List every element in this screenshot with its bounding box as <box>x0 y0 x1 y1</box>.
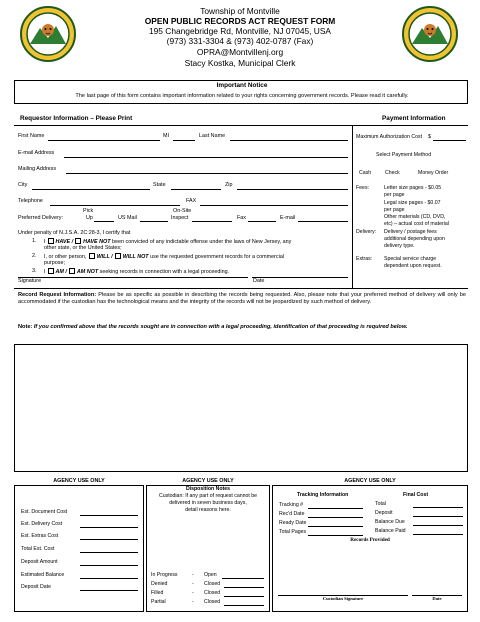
city-label: City <box>18 182 28 188</box>
telephone-label: Telephone <box>18 198 43 204</box>
ready-date: Ready Date <box>279 520 307 526</box>
phone-numbers: (973) 331-3304 & (973) 402-0787 (Fax) <box>166 36 314 46</box>
pickup-option[interactable]: Up <box>86 215 93 221</box>
final-total-field[interactable] <box>413 507 463 508</box>
last-name-label: Last Name <box>199 133 226 139</box>
est-document-cost: Est. Document Cost <box>21 509 68 515</box>
payment-section-title: Payment Information <box>382 115 446 122</box>
delivery-line-1: Delivery / postage fees <box>384 229 437 235</box>
section-divider <box>14 125 468 126</box>
total-pages-field[interactable] <box>308 535 363 536</box>
fee-line-3: Other materials (CD, DVD, <box>384 214 446 220</box>
ready-date-field[interactable] <box>308 526 363 527</box>
address: 195 Changebridge Rd, Montville, NJ 07045, USA <box>148 26 332 36</box>
disposition-text-1: Custodian: If any part of request cannot be <box>158 493 258 499</box>
state-field[interactable] <box>171 189 221 190</box>
will-checkbox[interactable] <box>89 253 95 259</box>
status-dash: - <box>192 572 194 578</box>
us-mail-option[interactable]: US Mail <box>118 215 137 221</box>
cash-option[interactable]: Cash <box>359 170 372 176</box>
email-option[interactable]: E-mail <box>280 215 296 221</box>
balance-paid: Balance Paid <box>375 528 406 534</box>
zip-field[interactable] <box>237 189 348 190</box>
fax-label: FAX <box>186 198 197 204</box>
mi-field[interactable] <box>173 140 195 141</box>
mailing-address-label: Mailing Address <box>18 166 57 172</box>
have-not-checkbox[interactable] <box>75 238 81 244</box>
fee-line-1b: per page <box>384 192 405 198</box>
us-mail-line <box>140 221 168 222</box>
cert2-line2: purpose; <box>44 260 65 266</box>
deposit-amount-field[interactable] <box>80 565 138 566</box>
tracking-number-field[interactable] <box>308 508 363 509</box>
recd-date: Rec'd Date <box>279 511 305 517</box>
cert1-line2: other state, or the United States; <box>44 245 122 251</box>
deposit-date-field[interactable] <box>80 590 138 591</box>
fee-line-2b: per page <box>384 207 405 213</box>
total-pages: Total Pages <box>279 529 307 535</box>
records-provided-area[interactable] <box>278 545 462 595</box>
select-payment-label: Select Payment Method <box>376 152 432 158</box>
onsite-label: On-Site <box>173 208 192 214</box>
important-notice-box <box>14 80 468 104</box>
cert3-line: I AM / AM NOT seeking records in connection with a legal proceeding. <box>44 269 230 275</box>
status-open: Open <box>204 572 217 578</box>
est-delivery-cost: Est. Delivery Cost <box>21 521 63 527</box>
status-denied[interactable]: Denied <box>151 581 168 587</box>
balance-due-field[interactable] <box>413 525 463 526</box>
state-label: State <box>153 182 166 188</box>
email-option-line <box>298 221 348 222</box>
email-label: E-mail Address <box>18 150 55 156</box>
section-divider-2 <box>14 288 468 289</box>
notice-title: Important Notice <box>216 82 268 89</box>
have-checkbox[interactable] <box>48 238 54 244</box>
date-label: Date <box>253 278 265 284</box>
status-closed: Closed <box>204 599 221 605</box>
deposit-amount: Deposit Amount <box>21 559 58 565</box>
status-dash: - <box>192 590 194 596</box>
date-field[interactable] <box>252 277 348 278</box>
last-name-field[interactable] <box>230 140 348 141</box>
status-line-1[interactable] <box>222 578 264 579</box>
cert1-number: 1. <box>32 238 37 244</box>
mi-label: MI <box>163 133 169 139</box>
final-deposit-field[interactable] <box>413 516 463 517</box>
mailing-address-field[interactable] <box>66 173 348 174</box>
agency-heading-1: AGENCY USE ONLY <box>53 478 105 484</box>
status-dash: - <box>192 599 194 605</box>
estimated-balance-field[interactable] <box>80 578 138 579</box>
signature-label: Signature <box>18 278 42 284</box>
signature-field[interactable] <box>18 277 248 278</box>
fee-line-1: Letter size pages - $0.05 <box>384 185 442 191</box>
max-auth-field[interactable] <box>433 140 466 141</box>
check-option[interactable]: Check <box>385 170 400 176</box>
status-line-3[interactable] <box>224 596 264 597</box>
final-cost-title: Final Cost <box>403 492 429 498</box>
delivery-line-3: delivery type. <box>384 243 415 249</box>
status-closed: Closed <box>204 581 221 587</box>
extras-label: Extras: <box>356 256 373 262</box>
pickup-line <box>94 221 114 222</box>
balance-paid-field[interactable] <box>413 534 463 535</box>
zip-label: Zip <box>225 182 233 188</box>
delivery-label: Delivery: <box>356 229 377 235</box>
note-text: Note: If you confirmed above that the records sought are in connection with a legal proceeding, identification of that proceeding is required below. <box>18 324 408 330</box>
status-line-4[interactable] <box>224 605 264 606</box>
telephone-field[interactable] <box>50 205 180 206</box>
form-title: OPEN PUBLIC RECORDS ACT REQUEST FORM <box>144 16 336 26</box>
status-in-progress[interactable]: In Progress <box>151 572 178 578</box>
first-name-label: First Name <box>18 133 45 139</box>
first-name-field[interactable] <box>48 140 160 141</box>
notice-text: The last page of this form contains important information related to your rights concerning government records. Please read it carefully. <box>75 93 409 99</box>
fax-option[interactable]: Fax <box>237 215 246 221</box>
extras-line-2: dependent upon request. <box>384 263 442 269</box>
city-field[interactable] <box>32 189 150 190</box>
money-order-option[interactable]: Money Order <box>418 170 449 176</box>
penalty-text: Under penalty of N.J.S.A. 2C:28-3, I certify that <box>18 230 131 236</box>
fee-line-3b: etc) – actual cost of material <box>384 221 449 227</box>
tracking-number: Tracking # <box>279 502 304 508</box>
disposition-title: Disposition Notes <box>185 486 231 492</box>
clerk-name: Stacy Kostka, Municipal Clerk <box>184 58 296 68</box>
records-provided-label: Records Provided <box>350 537 390 543</box>
cert2-line: I, or other person, WILL / WILL NOT use the requested government records for a commercial <box>44 254 285 260</box>
inspect-option[interactable]: Inspect <box>171 215 189 221</box>
custodian-date-label: Date <box>432 596 442 601</box>
cert2-number: 2. <box>32 253 37 259</box>
fax-option-line <box>248 221 276 222</box>
final-total: Total <box>375 501 386 507</box>
cert3-number: 3. <box>32 268 37 274</box>
final-deposit: Deposit <box>375 510 393 516</box>
total-est-cost: Total Est. Cost <box>21 546 55 552</box>
agency-heading-2: AGENCY USE ONLY <box>182 478 234 484</box>
est-extras-cost-field[interactable] <box>80 539 138 540</box>
status-filled[interactable]: Filled <box>151 590 164 596</box>
disposition-text-2: delivered in seven business days, <box>169 500 247 506</box>
max-auth-label: Maximum Authorization Cost <box>356 134 423 140</box>
township-name: Township of Montville <box>200 6 280 16</box>
will-not-checkbox[interactable] <box>115 253 121 259</box>
am-not-checkbox[interactable] <box>69 268 75 274</box>
record-request-info: Record Request Information: Please be as specific as possible in describing the records being requested. Also, please note that your preferred method of delivery will only be accommodated if the custodian has the technological means and the integrity of the records will not be jeopardized by such method of delivery. <box>18 292 467 306</box>
preferred-delivery-label: Preferred Delivery: <box>18 215 63 221</box>
disposition-text-3: detail reasons here. <box>185 507 231 513</box>
recd-date-field[interactable] <box>308 517 363 518</box>
status-line-2[interactable] <box>224 587 264 588</box>
fee-line-2: Legal size pages - $0.07 <box>384 200 441 206</box>
cert1-line: I HAVE / HAVE NOT been convicted of any indictable offense under the laws of New Jersey, any <box>44 239 292 245</box>
delivery-line-2: additional depending upon <box>384 236 445 242</box>
status-dash: - <box>192 581 194 587</box>
custodian-signature-label: Custodian Signature <box>322 596 364 601</box>
status-partial[interactable]: Partial <box>151 599 166 605</box>
email-address: OPRA@Montvillenj.org <box>196 47 284 57</box>
agency-heading-3: AGENCY USE ONLY <box>344 478 396 484</box>
column-divider <box>352 125 353 288</box>
extras-line-1: Special service charge <box>384 256 437 262</box>
status-closed: Closed <box>204 590 221 596</box>
record-request-textarea[interactable] <box>14 344 468 472</box>
est-document-cost-field[interactable] <box>80 515 138 516</box>
tracking-title: Tracking Information <box>297 492 349 498</box>
am-checkbox[interactable] <box>48 268 54 274</box>
email-field[interactable] <box>64 157 348 158</box>
fax-field[interactable] <box>200 205 348 206</box>
dollar-sign: $ <box>428 134 431 140</box>
balance-due: Balance Due <box>375 519 405 525</box>
est-extras-cost: Est. Extras Cost <box>21 533 59 539</box>
est-delivery-cost-field[interactable] <box>80 527 138 528</box>
deposit-date: Deposit Date <box>21 584 51 590</box>
fees-label: Fees: <box>356 185 369 191</box>
inspect-line <box>192 221 232 222</box>
total-est-cost-field[interactable] <box>80 552 138 553</box>
pick-label: Pick <box>83 208 94 214</box>
requestor-section-title: Requestor Information – Please Print <box>20 115 133 122</box>
estimated-balance: Estimated Balance <box>21 572 65 578</box>
